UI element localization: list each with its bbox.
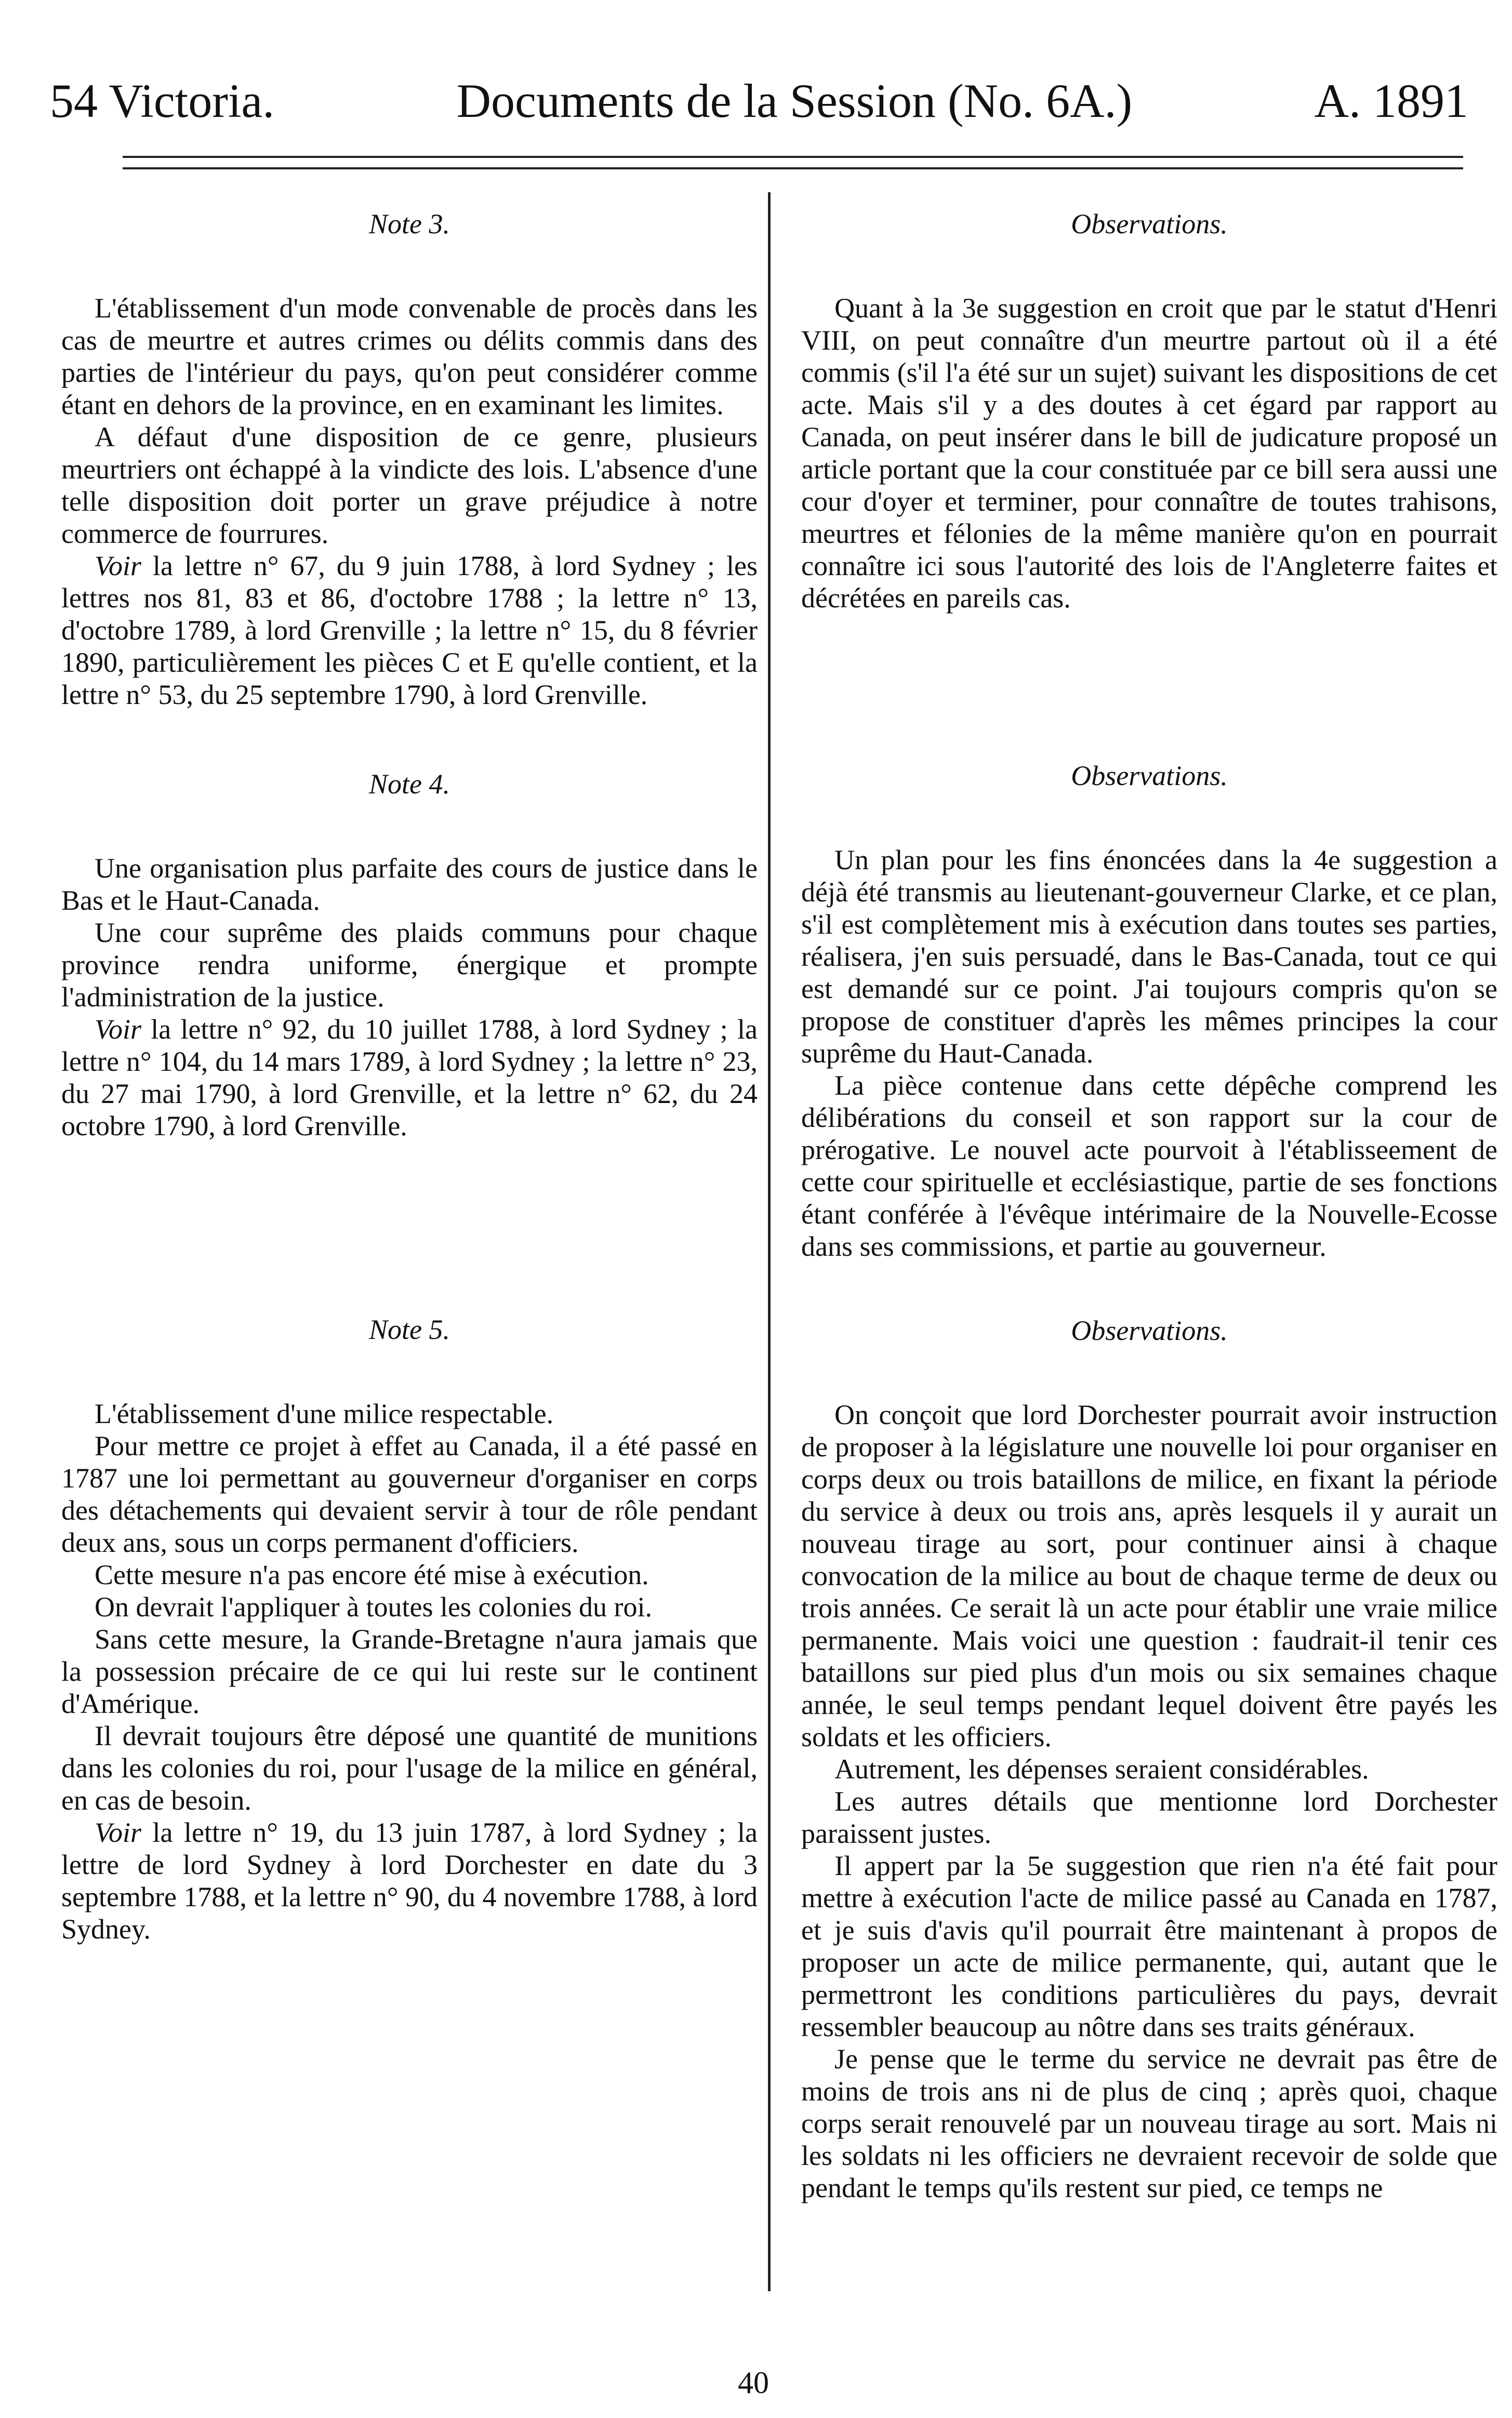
references-text: la lettre n° 92, du 10 juillet 1788, à lord Sydney ; la lettre n° 104, du 14 mars 1789, à lord Sydney ; la lettre n° 23, du 27 mai 1790, à lord Grenville, et la lettre n° 62, du 24 octobre 1790, à lord Grenville. [61, 1014, 758, 1141]
note-3 [61, 208, 758, 711]
observations-3-paragraph: Quant à la 3e suggestion en croit que par le statut d'Henri VIII, on peut connaître d'un meurtre partout où il a été commis (s'il l'a été sur un sujet) suivant les dispositions de cet acte. Mais s'il y a des doutes à cet égard par rapport au Canada, on peut insérer dans le bill de judicature proposé un article portant que la cour constituée par ce bill sera aussi une cour d'oyer et terminer, pour connaître de toutes trahisons, meurtres et félonies de la même manière qu'on en pourrait connaître ici sous l'autorité des lois de l'Angleterre faites et décrétées en pareils cas. [801, 293, 1497, 614]
references-text: la lettre n° 67, du 9 juin 1788, à lord Sydney ; les lettres nos 81, 83 et 86, d'octobre 1788 ; la lettre n° 13, d'octobre 1789, à lord Grenville ; la lettre n° 15, du 8 février 1890, particulièrement les pièces C et E qu'elle contient, et la lettre n° 53, du 25 septembre 1790, à lord Grenville. [61, 550, 758, 710]
note-4-paragraph: Une organisation plus parfaite des cours de justice dans le Bas et le Haut-Canada. [61, 853, 758, 916]
running-header [50, 68, 1468, 125]
observations-4-heading: Observations. [1071, 760, 1228, 791]
note-5-paragraph: Pour mettre ce projet à effet au Canada, il a été passé en 1787 une loi permettant au gouverneur d'organiser en corps des détachements qui devaient servir à tour de rôle pendant deux ans, sous un corps permanent d'officiers. [61, 1430, 758, 1558]
observations-4-paragraph: La pièce contenue dans cette dépêche comprend les délibérations du conseil et son rapport sur la cour de prérogative. Le nouvel acte pourvoit à l'établisseement de cette cour spirituelle et ecclésiastique, partie de ses fonctions étant conférée à l'évêque intérimaire de la Nouvelle-Ecosse dans ses commissions, et partie au gouverneur. [801, 1070, 1497, 1262]
note-5-paragraph: On devrait l'appliquer à toutes les colonies du roi. [95, 1591, 652, 1623]
references-text: la lettre n° 19, du 13 juin 1787, à lord Sydney ; la lettre de lord Sydney à lord Dorchester en date du 3 septembre 1788, et la lettre n° 90, du 4 novembre 1788, à lord Sydney. [61, 1817, 758, 1945]
note-4-heading: Note 4. [369, 768, 450, 800]
note-5 [61, 1313, 758, 1945]
page-number: 40 [738, 2366, 769, 2400]
voir-label: Voir [95, 1817, 142, 1848]
column-divider [768, 192, 771, 2291]
right-column [801, 208, 1497, 2204]
header-rule-bottom [123, 167, 1463, 169]
note-4-paragraph: Une cour suprême des plaids communs pour chaque province rendra uniforme, énergique et prompte l'administration de la justice. [61, 917, 758, 1013]
note-3-paragraph: A défaut d'une disposition de ce genre, plusieurs meurtriers ont échappé à la vindicte des lois. L'absence d'une telle disposition doit porter un grave préjudice à notre commerce de fourrures. [61, 421, 758, 549]
note-4-references [61, 1013, 758, 1142]
note-4 [61, 768, 758, 1142]
header-center: Documents de la Session (No. 6A.) [456, 74, 1133, 127]
note-5-paragraph: Cette mesure n'a pas encore été mise à exécution. [95, 1559, 649, 1590]
observations-4-paragraph: Un plan pour les fins énoncées dans la 4e suggestion a déjà été transmis au lieutenant-gouverneur Clarke, et ce plan, s'il est complètement mis à exécution dans toutes ses parties, réalisera, j'en suis persuadé, dans le Bas-Canada, tout ce qui est demandé sur ce point. J'ai toujours compris qu'on se propose de constituer d'après les mêmes principes la cour suprême du Haut-Canada. [801, 844, 1497, 1069]
observations-5-paragraph: Il appert par la 5e suggestion que rien n'a été fait pour mettre à exécution l'acte de milice passé au Canada en 1787, et je suis d'avis qu'il pourrait être maintenant à propos de proposer un acte de milice permanente, qui, autant que le permettront les conditions particulières du pays, devrait ressembler beaucoup au nôtre dans ses traits généraux. [801, 1850, 1497, 2042]
note-5-paragraph: Il devrait toujours être déposé une quantité de munitions dans les colonies du roi, pour l'usage de la milice en général, en cas de besoin. [61, 1720, 758, 1816]
observations-3 [801, 208, 1497, 614]
note-5-references [61, 1816, 758, 1945]
observations-4 [801, 760, 1497, 1263]
observations-5-paragraph: On conçoit que lord Dorchester pourrait avoir instruction de proposer à la législature une nouvelle loi pour organiser en corps deux ou trois bataillons de milice, en fixant la période du service à deux ou trois ans, après lesquels il y aurait un nouveau tirage au sort, pour continuer ainsi à chaque convocation de la milice au bout de chaque terme de deux ou trois années. Ce serait là un acte pour établir une vraie milice permanente. Mais voici une question : faudrait-il tenir ces bataillons sur pied plus d'un mois ou six semaines chaque année, le seul temps pendant lequel doivent être payés les soldats et les officiers. [801, 1399, 1497, 1752]
note-5-paragraph: L'établissement d'une milice respectable. [95, 1398, 554, 1429]
voir-label: Voir [95, 550, 142, 581]
observations-5 [801, 1314, 1497, 2204]
note-3-paragraph: L'établissement d'un mode convenable de procès dans les cas de meurtre et autres crimes ou délits commis dans des parties de l'intérieur du pays, qu'on peut considérer comme étant en dehors de la province, en en examinant les limites. [61, 293, 758, 420]
observations-5-paragraph: Les autres détails que mentionne lord Dorchester paraissent justes. [801, 1786, 1497, 1849]
note-5-paragraph: Sans cette mesure, la Grande-Bretagne n'aura jamais que la possession précaire de ce qui lui reste sur le continent d'Amérique. [61, 1624, 758, 1719]
header-left: 54 Victoria. [50, 74, 275, 127]
observations-5-paragraph: Je pense que le terme du service ne devrait pas être de moins de trois ans ni de plus de cinq ; après quoi, chaque corps serait renouvelé par un nouveau tirage au sort. Mais ni les soldats ni les officiers ne devraient recevoir de solde que pendant le temps qu'ils restent sur pied, ce temps ne [801, 2043, 1497, 2203]
header-right: A. 1891 [1314, 74, 1468, 127]
observations-3-heading: Observations. [1071, 208, 1228, 240]
left-column [61, 208, 758, 1945]
observations-5-paragraph: Autrement, les dépenses seraient considérables. [834, 1753, 1369, 1785]
header-rule-top [123, 156, 1463, 158]
note-5-heading: Note 5. [369, 1314, 450, 1345]
observations-5-heading: Observations. [1071, 1315, 1228, 1346]
note-3-references [61, 550, 758, 711]
note-3-heading: Note 3. [369, 208, 450, 240]
voir-label: Voir [95, 1014, 142, 1045]
